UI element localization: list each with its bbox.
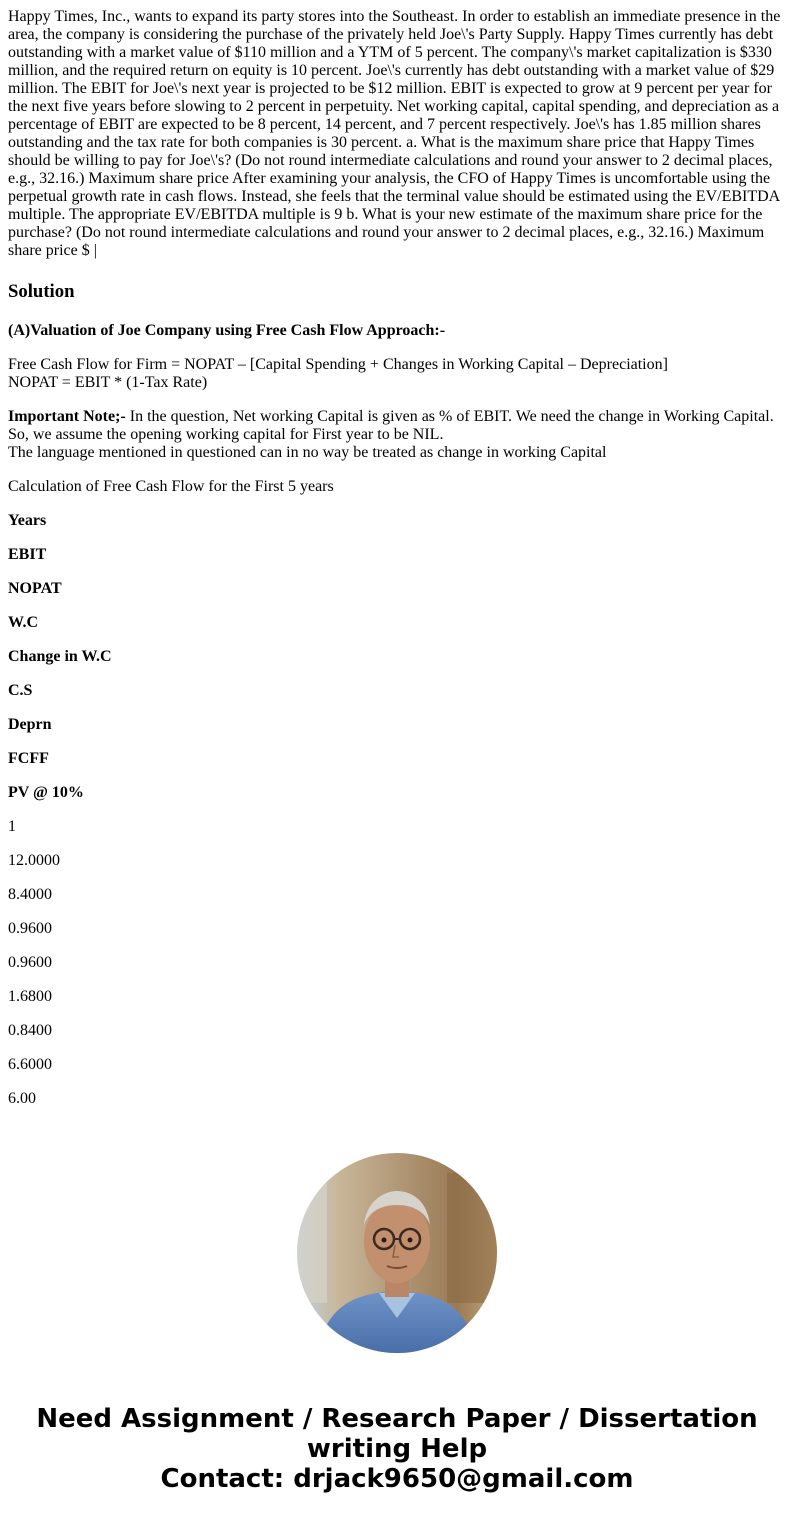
fcff-formula: Free Cash Flow for Firm = NOPAT – [Capital Spending + Changes in Working Capital – Depreciation] — [8, 356, 668, 373]
table-header-wc: W.C — [8, 614, 39, 631]
important-note — [8, 408, 786, 462]
table-value-cs: 1.6800 — [8, 988, 52, 1005]
nopat-formula: NOPAT = EBIT * (1-Tax Rate) — [8, 374, 208, 391]
calc-intro: Calculation of Free Cash Flow for the First 5 years — [8, 478, 334, 495]
solution-subheading: (A)Valuation of Joe Company using Free Cash Flow Approach:- — [8, 322, 446, 339]
formula-block — [8, 356, 786, 392]
banner-line-1: Need Assignment / Research Paper / Dissertation — [36, 1404, 758, 1434]
banner-contact: Contact: drjack9650@gmail.com — [160, 1464, 634, 1494]
note-line-2: The language mentioned in questioned can in no way be treated as change in working Capital — [8, 444, 607, 461]
table-header-fcff: FCFF — [8, 750, 49, 767]
table-value-wc: 0.9600 — [8, 920, 52, 937]
table-header-cs: C.S — [8, 682, 33, 699]
author-photo — [297, 1153, 497, 1353]
table-value-change-wc: 0.9600 — [8, 954, 52, 971]
table-header-ebit: EBIT — [8, 546, 47, 563]
fcff-table — [8, 512, 786, 1108]
banner-line-2: writing Help — [306, 1434, 488, 1464]
table-header-years: Years — [8, 512, 47, 529]
document-content — [8, 8, 786, 1108]
table-header-pv: PV @ 10% — [8, 784, 84, 801]
table-header-deprn: Deprn — [8, 716, 52, 733]
table-value-fcff: 6.6000 — [8, 1056, 52, 1073]
table-header-change-wc: Change in W.C — [8, 648, 112, 665]
question-text: Happy Times, Inc., wants to expand its party stores into the Southeast. In order to establish an immediate presence in the area, the company is considering the purchase of the privately held Joe\'s Party Supply. Happy Times currently has debt outstanding with a market value of $110 million and a YTM of 5 percent. The company\'s market capitalization is $330 million, and the required return on equity is 10 percent. Joe\'s currently has debt outstanding with a market value of $29 million. The EBIT for Joe\'s next year is projected to be $12 million. EBIT is expected to grow at 9 percent per year for the next five years before slowing to 2 percent in perpetuity. Net working capital, capital spending, and depreciation as a percentage of EBIT are expected to be 8 percent, 14 percent, and 7 percent respectively. Joe\'s has 1.85 million shares outstanding and the tax rate for both companies is 30 percent. a. What is the maximum share price that Happy Times should be willing to pay for Joe\'s? (Do not round intermediate calculations and round your answer to 2 decimal places, e.g., 32.16.) Maximum share price After examining your analysis, the CFO of Happy Times is uncomfortable using the perpetual growth rate in cash flows. Instead, she feels that the terminal value should be estimated using the EV/EBITDA multiple. The appropriate EV/EBITDA multiple is 9 b. What is your new estimate of the maximum share price for the purchase? (Do not round intermediate calculations and round your answer to 2 decimal places, e.g., 32.16.) Maximum share price $ | — [8, 8, 781, 259]
table-value-years: 1 — [8, 818, 16, 835]
table-value-ebit: 12.0000 — [8, 852, 60, 869]
note-label: Important Note;- — [8, 408, 126, 425]
author-avatar — [297, 1153, 497, 1353]
table-value-nopat: 8.4000 — [8, 886, 52, 903]
table-value-pv: 6.00 — [8, 1090, 36, 1107]
solution-heading: Solution — [8, 281, 75, 302]
contact-banner — [0, 1404, 794, 1494]
table-header-nopat: NOPAT — [8, 580, 62, 597]
note-text: In the question, Net working Capital is given as % of EBIT. We need the change in Working Capital. So, we assume the opening working capital for First year to be NIL. — [8, 408, 774, 443]
table-value-deprn: 0.8400 — [8, 1022, 52, 1039]
